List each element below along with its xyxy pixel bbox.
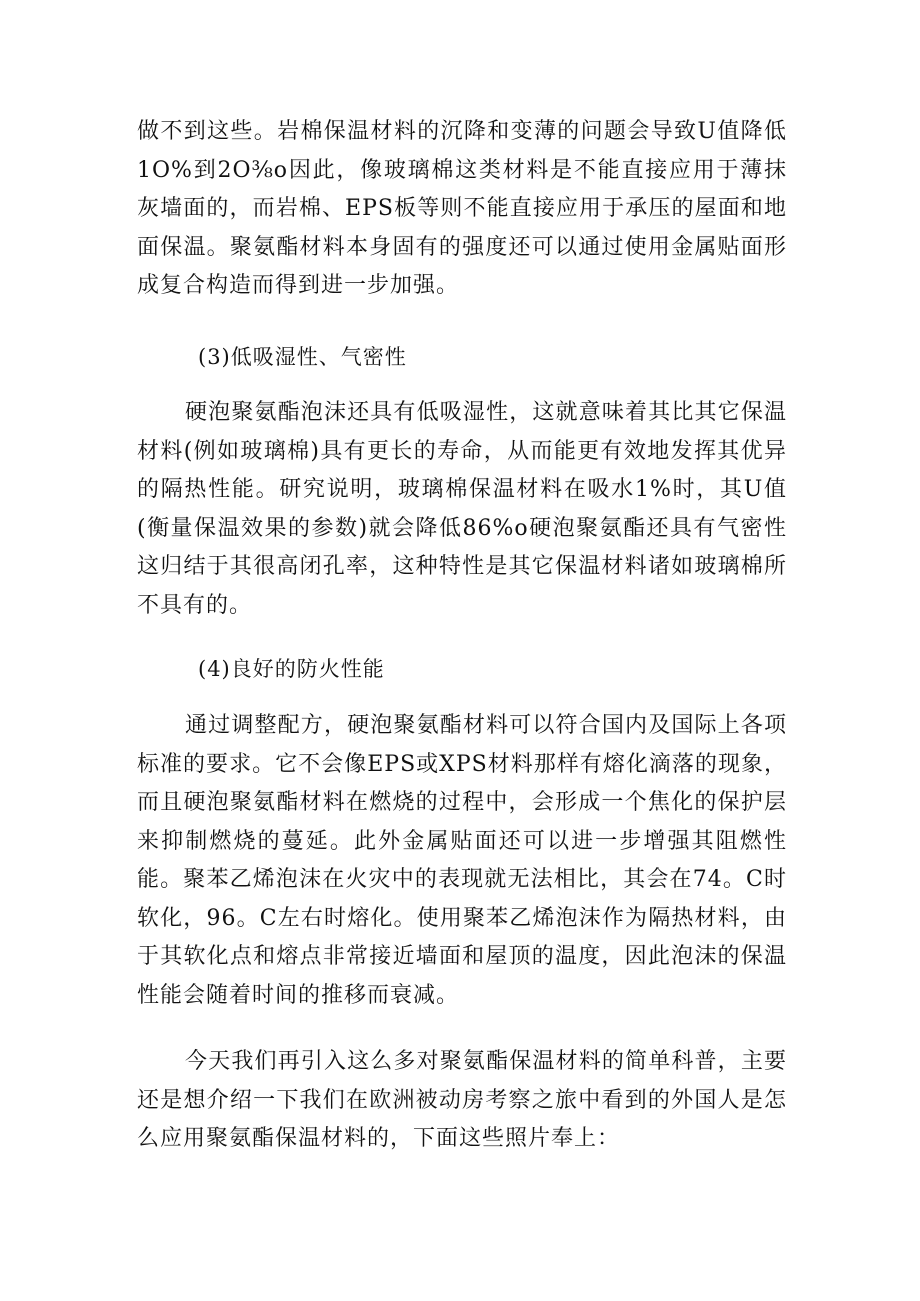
heading-moisture-airtightness: (3)低吸湿性、气密性 xyxy=(198,345,407,369)
paragraph-fire: 通过调整配方，硬泡聚氨酯材料可以符合国内及国际上各项标准的要求。它不会像EPS或XPS材料那样有熔化滴落的现象，而且硬泡聚氨酯材料在燃烧的过程中，会形成一个焦化的保护层来抑制燃烧的蔓延。此外金属贴面还可以进一步增强其阻燃性能。聚苯乙烯泡沫在火灾中的表现就无法相比，其会在74。C时软化，96。C左右时熔化。使用聚苯乙烯泡沫作为隔热材料，由于其软化点和熔点非常接近墙面和屋顶的温度，因此泡沫的保温性能会随着时间的推移而衰减。 xyxy=(137,713,787,1008)
heading-fire-performance: (4)良好的防火性能 xyxy=(198,657,385,681)
paragraph-introduction: 今天我们再引入这么多对聚氨酯保温材料的简单科普，主要还是想介绍一下我们在欧洲被动房考察之旅中看到的外国人是怎么应用聚氨酯保温材料的，下面这些照片奉上： xyxy=(137,1049,787,1151)
paragraph-moisture: 硬泡聚氨酯泡沫还具有低吸湿性，这就意味着其比其它保温材料(例如玻璃棉)具有更长的寿命，从而能更有效地发挥其优异的隔热性能。研究说明，玻璃棉保温材料在吸水1%时，其U值(衡量保温效果的参数)就会降低86%o硬泡聚氨酯还具有气密性这归结于其很高闭孔率，这种特性是其它保温材料诸如玻璃棉所不具有的。 xyxy=(137,400,787,618)
paragraph-strength: 做不到这些。岩棉保温材料的沉降和变薄的问题会导致U值降低1O%到2O⅜o因此，像玻璃棉这类材料是不能直接应用于薄抹灰墙面的，而岩棉、EPS板等则不能直接应用于承压的屋面和地面保温。聚氨酯材料本身固有的强度还可以通过使用金属贴面形成复合构造而得到进一步加强。 xyxy=(137,119,787,298)
